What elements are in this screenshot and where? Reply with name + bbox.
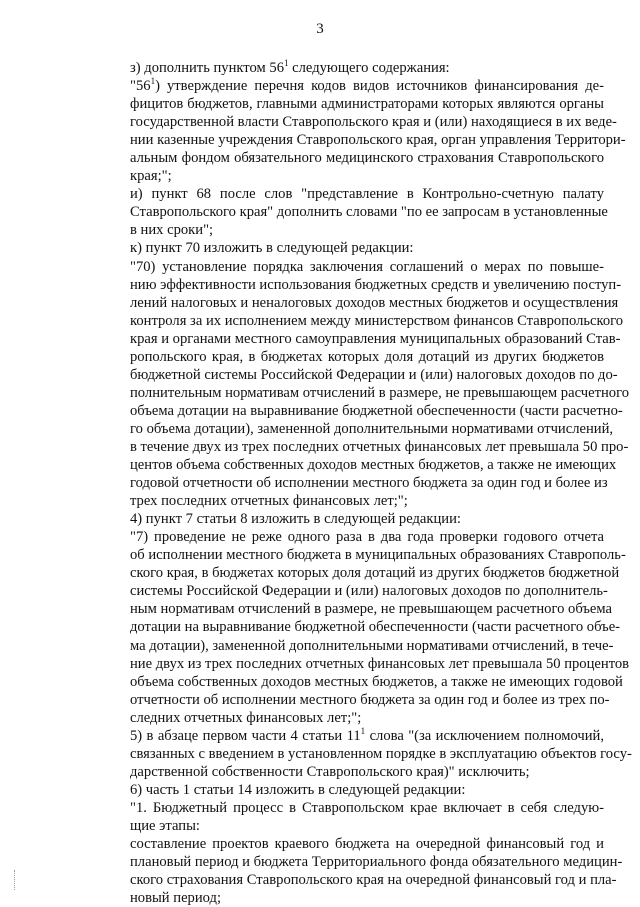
- text-line: новый период;: [130, 890, 222, 907]
- text-line: края;";: [130, 168, 172, 185]
- scan-margin-mark: [14, 870, 16, 890]
- text-line: составление проектов краевого бюджета на очередной финансовый год и: [130, 836, 604, 853]
- text-line: годовой отчетности об исполнении местного бюджета за один год и более из: [130, 475, 608, 492]
- text-line: "7) проведение не реже одного раза в два года проверки годового отчета: [130, 529, 604, 546]
- text-line: следних отчетных финансовых лет;";: [130, 709, 362, 726]
- paragraph-p1: [86, 59, 604, 77]
- text-line: объема собственных доходов местных бюджетов, а также не имеющих годовой: [130, 673, 623, 690]
- paragraph-p9: [86, 781, 604, 799]
- text-line: щие этапы:: [130, 817, 200, 834]
- text-line: альным фондом обязательного медицинского страхования Ставропольского: [130, 150, 604, 167]
- paragraph-p7: [86, 528, 630, 727]
- paragraph-p4: [86, 239, 604, 257]
- text-line: полнительным нормативам отчислений в размере, не превышающем расчетного: [130, 384, 629, 401]
- text-line: контроля за их исполнением между министерством финансов Ставропольского: [130, 312, 624, 329]
- text-line: ма дотации), замененной дополнительными нормативами отчислений, в тече-: [130, 637, 614, 654]
- text-line: центов объема собственных доходов местных бюджетов, а также не имеющих: [130, 457, 617, 474]
- paragraph-p5: [86, 258, 629, 511]
- text-line: 5) в абзаце первом части 4 статьи $11^1$ слова "(за исключением полномочий,: [130, 725, 604, 744]
- text-line: ского страхования Ставропольского края на очередной финансовый год и пла-: [130, 872, 617, 889]
- text-line: в течение двух из трех последних отчетных финансовых лет превышала 50 про-: [130, 438, 629, 455]
- text-line: ского края, в бюджетах которых доля дотаций из других бюджетов бюджетной: [130, 565, 620, 582]
- text-line: бюджетной системы Российской Федерации и (или) налоговых доходов по до-: [130, 366, 618, 383]
- superscript-one: 1: [360, 725, 366, 736]
- paragraph-p11: [86, 835, 623, 907]
- page-number: 3: [316, 21, 324, 37]
- document-body: [86, 58, 632, 907]
- text-line: 4) пункт 7 статьи 8 изложить в следующей редакции:: [130, 511, 461, 528]
- text-line: отчетности об исполнении местного бюджета за один год и более из трех по-: [130, 691, 610, 708]
- text-line: Ставропольского края" дополнить словами "по ее запросам в установленные: [130, 204, 608, 221]
- text-line: з) дополнить пунктом $56^1$ следующего содержания:: [130, 58, 450, 76]
- text-line: ропольского края, в бюджетах которых доля дотаций из других бюджетов: [130, 348, 604, 365]
- text-line: государственной власти Ставропольского края и (или) находящиеся в их веде-: [130, 114, 617, 131]
- text-line: "1. Бюджетный процесс в Ставропольском крае включает в себя следую-: [130, 799, 604, 816]
- paragraph-p8: [86, 725, 632, 781]
- paragraph-p6: [86, 510, 604, 528]
- text-line: об исполнении местного бюджета в муниципальных образованиях Ставрополь-: [130, 547, 626, 564]
- text-line: 6) часть 1 статьи 14 изложить в следующей редакции:: [130, 781, 466, 798]
- text-line: к) пункт 70 изложить в следующей редакции:: [130, 240, 414, 257]
- paragraph-p10: [86, 799, 604, 835]
- text-line: системы Российской Федерации и (или) налоговых доходов по дополнитель-: [130, 583, 608, 600]
- superscript-one: 1: [150, 76, 156, 87]
- text-line: ным нормативам отчислений в размере, не превышающем расчетного объема: [130, 601, 613, 618]
- text-line: плановый период и бюджета Территориального фонда обязательного медицин-: [130, 854, 623, 871]
- text-line: дотации на выравнивание бюджетной обеспеченности (части расчетного объе-: [130, 619, 621, 636]
- superscript-one: 1: [284, 58, 289, 68]
- text-line: нию эффективности использования бюджетных средств и увеличению поступ-: [130, 276, 622, 293]
- text-line: "70) установление порядка заключения соглашений о мерах по повыше-: [130, 258, 604, 275]
- text-line: в них сроки";: [130, 222, 214, 239]
- text-line: нии казенные учреждения Ставропольского края, орган управления Территори-: [130, 132, 626, 149]
- text-line: объема дотации на выравнивание бюджетной обеспеченности (части расчетно-: [130, 402, 623, 419]
- text-line: фицитов бюджетов, главными администраторами которых являются органы: [130, 96, 604, 113]
- text-line: трех последних отчетных финансовых лет;";: [130, 493, 408, 510]
- text-line: края и органами местного самоуправления муниципальных образований Став-: [130, 330, 621, 347]
- paragraph-p3: [86, 185, 608, 239]
- text-line: го объема дотации), замененной дополнительными нормативами отчислений,: [130, 420, 614, 437]
- text-line: "$56^1$) утверждение перечня кодов видов источников финансирования де-: [130, 76, 604, 95]
- text-line: связанных с введением в установленном порядке в эксплуатацию объектов госу-: [130, 745, 632, 762]
- text-line: дарственной собственности Ставропольского края)" исключить;: [130, 763, 530, 780]
- text-line: лений налоговых и неналоговых доходов местных бюджетов и осуществления: [130, 294, 619, 311]
- text-line: ние двух из трех последних отчетных финансовых лет превышала 50 процентов: [130, 655, 630, 672]
- text-line: и) пункт 68 после слов "представление в Контрольно-счетную палату: [130, 186, 604, 203]
- paragraph-p2: [86, 76, 626, 185]
